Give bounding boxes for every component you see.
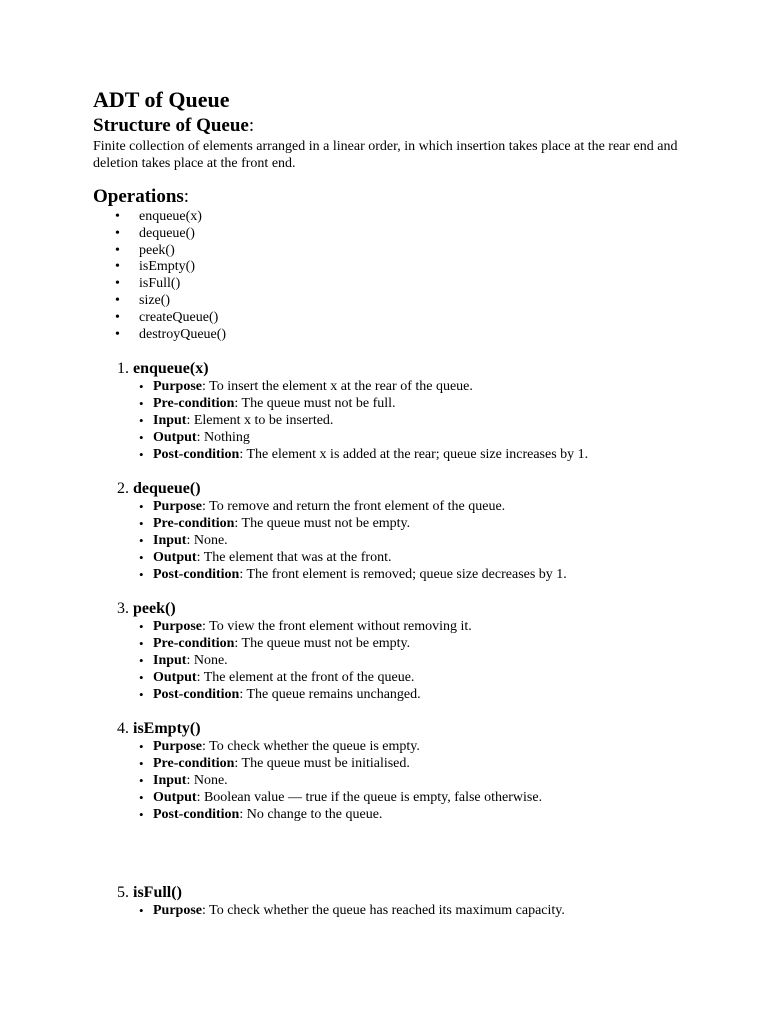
section-heading — [117, 359, 693, 379]
operation-item: • isEmpty() — [115, 259, 693, 276]
detail-value: : To remove and return the front element of the queue. — [202, 499, 506, 515]
operation-item: • isFull() — [115, 276, 693, 293]
detail-key: Pre-condition — [153, 516, 235, 532]
detail-item — [153, 413, 693, 430]
detail-item — [153, 516, 693, 533]
section-name: dequeue() — [133, 480, 201, 498]
detail-item — [153, 670, 693, 687]
detail-value: : Boolean value — true if the queue is empty, false otherwise. — [196, 789, 543, 805]
detail-key: Post-condition — [153, 566, 240, 582]
section-dequeue — [93, 479, 693, 583]
detail-key: Pre-condition — [153, 636, 235, 652]
detail-item — [153, 790, 693, 807]
detail-key: Purpose — [153, 619, 202, 635]
operation-item: • destroyQueue() — [115, 327, 693, 344]
detail-key: Purpose — [153, 499, 202, 515]
detail-value: : To insert the element x at the rear of the queue. — [202, 379, 473, 395]
section-isfull — [93, 883, 693, 920]
detail-item — [153, 430, 693, 447]
detail-value: : Nothing — [196, 429, 250, 445]
operations-list — [93, 209, 693, 343]
section-heading — [117, 479, 693, 499]
detail-value: : The queue must not be empty. — [234, 636, 411, 652]
detail-value: : To check whether the queue has reached its maximum capacity. — [202, 903, 565, 919]
detail-key: Purpose — [153, 903, 202, 919]
detail-key: Output — [153, 669, 197, 685]
detail-value: : The front element is removed; queue size decreases by 1. — [239, 566, 567, 582]
detail-item — [153, 447, 693, 464]
section-number: 5. — [117, 884, 129, 902]
section-number: 2. — [117, 480, 129, 498]
operation-item: • size() — [115, 293, 693, 310]
detail-item — [153, 653, 693, 670]
detail-item — [153, 756, 693, 773]
detail-item — [153, 636, 693, 653]
detail-item — [153, 567, 693, 584]
detail-item — [153, 619, 693, 636]
detail-item — [153, 379, 693, 396]
detail-value: : None. — [186, 532, 228, 548]
section-details — [93, 739, 693, 823]
section-name: isEmpty() — [133, 720, 201, 738]
detail-item — [153, 903, 693, 920]
detail-item — [153, 807, 693, 824]
detail-key: Output — [153, 789, 197, 805]
section-name: isFull() — [133, 884, 182, 902]
detail-value: : The element at the front of the queue. — [196, 669, 415, 685]
detail-value: : The element x is added at the rear; queue size increases by 1. — [239, 446, 589, 462]
structure-description: Finite collection of elements arranged in a linear order, in which insertion takes place at the rear end and deletion takes place at the front end. — [93, 139, 678, 171]
detail-item — [153, 533, 693, 550]
detail-item — [153, 550, 693, 567]
detail-key: Output — [153, 429, 197, 445]
detail-value: : None. — [186, 652, 228, 668]
detail-value: : The queue must be initialised. — [234, 756, 410, 772]
detail-key: Post-condition — [153, 446, 240, 462]
section-heading — [117, 883, 693, 903]
operations-heading-text: Operations — [93, 186, 184, 207]
section-number: 4. — [117, 720, 129, 738]
detail-item — [153, 396, 693, 413]
detail-value: : The element that was at the front. — [196, 549, 392, 565]
detail-value: : To check whether the queue is empty. — [202, 739, 420, 755]
detail-value: : No change to the queue. — [239, 806, 383, 822]
operation-item: • enqueue(x) — [115, 209, 693, 226]
detail-key: Purpose — [153, 739, 202, 755]
section-heading — [117, 599, 693, 619]
operations-heading — [93, 185, 693, 209]
section-name: peek() — [133, 600, 176, 618]
detail-key: Input — [153, 412, 187, 428]
section-peek — [93, 599, 693, 703]
page-title: ADT of Queue — [93, 87, 230, 112]
section-name: enqueue(x) — [133, 360, 209, 378]
section-details — [93, 499, 693, 583]
structure-heading-text: Structure of Queue — [93, 115, 249, 136]
section-details — [93, 619, 693, 703]
detail-key: Output — [153, 549, 197, 565]
structure-heading — [93, 114, 693, 138]
detail-key: Pre-condition — [153, 396, 235, 412]
detail-value: : The queue must not be full. — [234, 396, 396, 412]
section-number: 3. — [117, 600, 129, 618]
operation-item: • peek() — [115, 243, 693, 260]
detail-key: Input — [153, 652, 187, 668]
detail-key: Post-condition — [153, 806, 240, 822]
detail-item — [153, 773, 693, 790]
document-page — [93, 86, 693, 920]
detail-item — [153, 499, 693, 516]
detail-key: Pre-condition — [153, 756, 235, 772]
detail-value: : To view the front element without removing it. — [202, 619, 472, 635]
section-heading — [117, 719, 693, 739]
section-number: 1. — [117, 360, 129, 378]
operations-heading-colon: : — [183, 186, 190, 207]
detail-value: : The queue remains unchanged. — [239, 686, 421, 702]
operation-item: • dequeue() — [115, 226, 693, 243]
section-isempty — [93, 719, 693, 823]
section-details — [93, 379, 693, 463]
section-enqueue — [93, 359, 693, 463]
detail-item — [153, 687, 693, 704]
detail-key: Post-condition — [153, 686, 240, 702]
detail-value: : Element x to be inserted. — [186, 412, 334, 428]
detail-item — [153, 739, 693, 756]
detail-value: : None. — [186, 772, 228, 788]
detail-key: Purpose — [153, 379, 202, 395]
detail-key: Input — [153, 772, 187, 788]
structure-heading-colon: : — [248, 115, 255, 136]
operation-item: • createQueue() — [115, 310, 693, 327]
detail-value: : The queue must not be empty. — [234, 516, 411, 532]
section-details — [93, 903, 693, 920]
detail-key: Input — [153, 532, 187, 548]
